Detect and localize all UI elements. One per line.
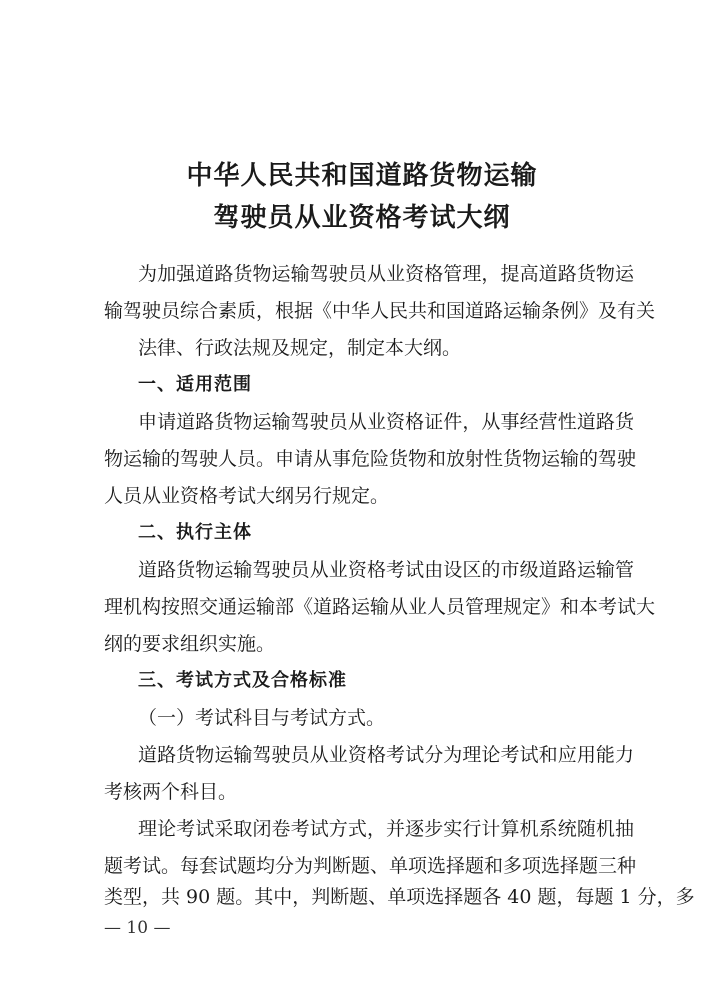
paragraph-executor-line-2: 理机构按照交通运输部《道路运输从业人员管理规定》和本考试大 [104,596,656,618]
paragraph-scope-line-1: 申请道路货物运输驾驶员从业资格证件，从事经营性道路货 [138,411,634,433]
paragraph-intro-line-3: 法律、行政法规及规定，制定本大纲。 [138,337,462,359]
paragraph-scope-line-3: 人员从业资格考试大纲另行规定。 [104,485,390,507]
paragraph-theory-line-1: 理论考试采取闭卷考试方式，并逐步实行计算机系统随机抽 [138,818,634,840]
paragraph-subjects-line-2: 考核两个科目。 [104,781,238,803]
paragraph-intro-line-2: 输驾驶员综合素质，根据《中华人民共和国道路运输条例》及有关 [104,300,656,322]
document-title-line-1: 中华人民共和国道路货物运输 [186,161,538,191]
paragraph-theory-line-3: 类型，共 90 题。其中，判断题、单项选择题各 40 题，每题 1 分，多 [104,886,695,908]
paragraph-executor-line-3: 纲的要求组织实施。 [104,633,276,655]
paragraph-intro-line-1: 为加强道路货物运输驾驶员从业资格管理，提高道路货物运 [138,263,634,285]
subsection-heading-exam-subjects: （一）考试科目与考试方式。 [138,707,386,729]
document-title-line-2: 驾驶员从业资格考试大纲 [213,203,511,233]
paragraph-executor-line-1: 道路货物运输驾驶员从业资格考试由设区的市级道路运输管 [138,559,634,581]
page-number: — 10 — [104,918,171,938]
paragraph-scope-line-2: 物运输的驾驶人员。申请从事危险货物和放射性货物运输的驾驶 [104,448,637,470]
paragraph-subjects-line-1: 道路货物运输驾驶员从业资格考试分为理论考试和应用能力 [138,744,634,766]
section-heading-scope: 一、适用范围 [138,374,252,395]
section-heading-exam-method: 三、考试方式及合格标准 [138,670,347,691]
paragraph-theory-line-2: 题考试。每套试题均分为判断题、单项选择题和多项选择题三种 [104,855,637,877]
section-heading-executor: 二、执行主体 [138,522,252,543]
